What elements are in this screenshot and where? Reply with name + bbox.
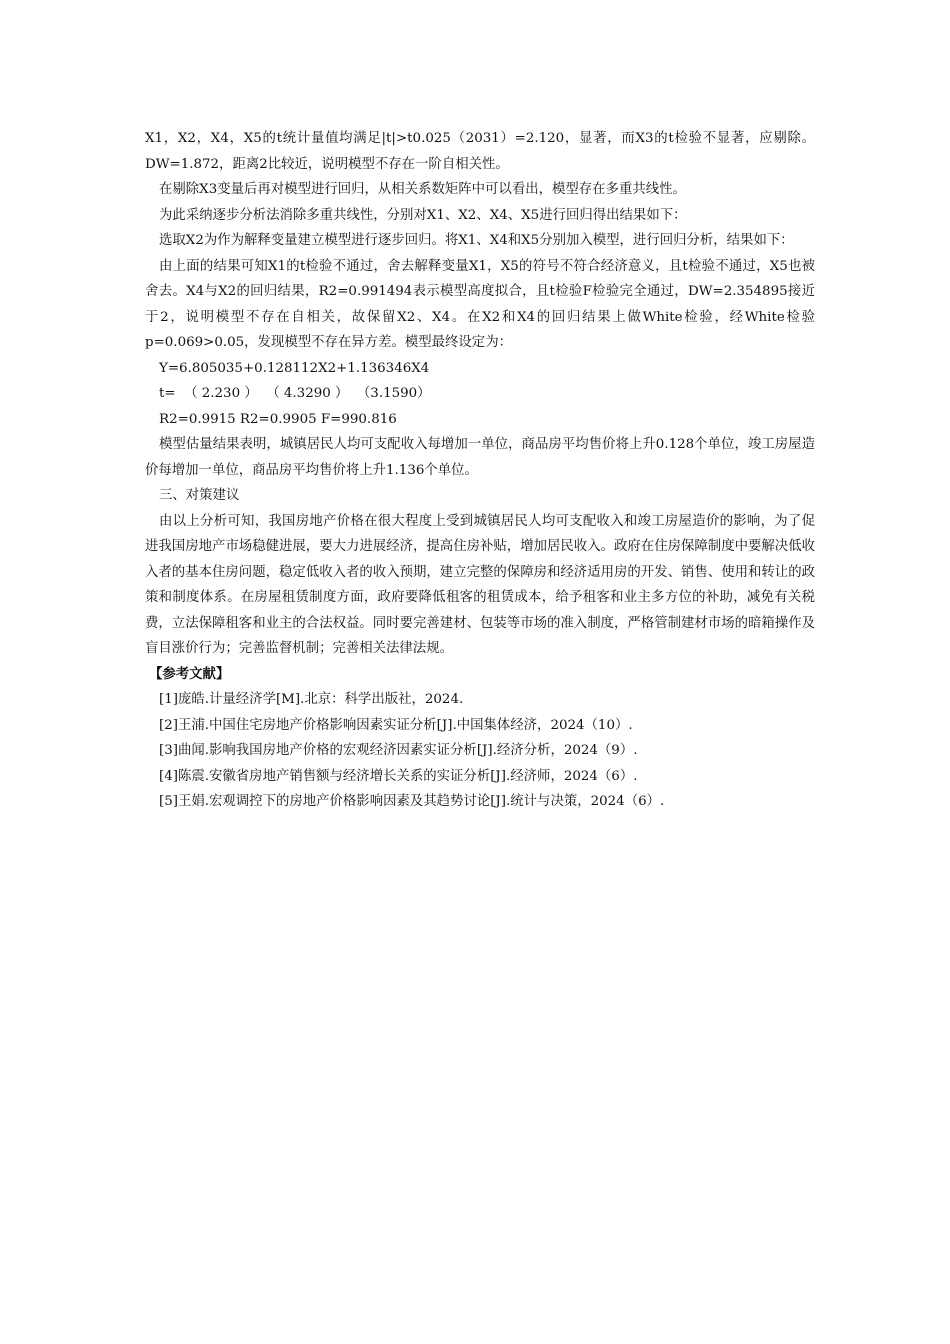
paragraph-policy-suggestions: 由以上分析可知，我国房地产价格在很大程度上受到城镇居民人均可支配收入和竣工房屋造价的影响，为了促进我国房地产市场稳健进展，要大力进展经济，提高住房补贴，增加居民收入。政府在住房保障制度中要解决低收入者的基本住房问题，稳定低收入者的收入预期，建立完整的保障房和经济适用房的开发、销售、使用和转让的政策和制度体系。在房屋租赁制度方面，政府要降低租客的租赁成本，给予租客和业主多方位的补助，减免有关税费，立法保障租客和业主的合法权益。同时要完善建材、包装等市场的准入制度，严格管制建材市场的暗箱操作及盲目涨价行为；完善监督机制；完善相关法律法规。	[145, 513, 815, 656]
equation-t-values: t= （ 2.230 ） （ 4.3290 ） （3.1590）	[159, 386, 431, 401]
document-body	[145, 126, 815, 815]
paragraph-model-interpretation: 模型估量结果表明，城镇居民人均可支配收入每增加一单位，商品房平均售价将上升0.128个单位，竣工房屋造价每增加一单位，商品房平均售价将上升1.136个单位。	[145, 437, 815, 478]
equation-statistics: R2=0.9915 R2=0.9905 F=990.816	[159, 411, 397, 427]
paragraph-regression-result: 由上面的结果可知X1的t检验不通过，舍去解释变量X1，X5的符号不符合经济意义，且t检验不通过，X5也被舍去。X4与X2的回归结果，R2=0.991494表示模型高度拟合，且t检验F检验完全通过，DW=2.354895接近于2，说明模型不存在自相关，故保留X2、X4。在X2和X4的回归结果上做White检验，经White检验p=0.069>0.05，发现模型不存在异方差。模型最终设定为：	[145, 258, 815, 350]
paragraph-select-x2: 选取X2为作为解释变量建立模型进行逐步回归。将X1、X4和X5分别加入模型，进行回归分析，结果如下：	[159, 233, 794, 248]
reference-item-5: [5]王娟.宏观调控下的房地产价格影响因素及其趋势讨论[J].统计与决策，2024（6）.	[159, 794, 665, 809]
paragraph-stepwise-method: 为此采纳逐步分析法消除多重共线性，分别对X1、X2、X4、X5进行回归得出结果如下：	[159, 207, 687, 223]
section-heading-suggestions: 三、对策建议	[159, 488, 240, 503]
paragraph-remove-x3: 在剔除X3变量后再对模型进行回归，从相关系数矩阵中可以看出，模型存在多重共线性。	[159, 182, 686, 197]
reference-item-2: [2]王浦.中国住宅房地产价格影响因素实证分析[J].中国集体经济，2024（10）.	[159, 717, 633, 733]
references-heading: 【参考文献】	[149, 665, 230, 682]
reference-item-3: [3]曲闻.影响我国房地产价格的宏观经济因素实证分析[J].经济分析，2024（9）.	[159, 743, 638, 758]
reference-item-1: [1]庞皓.计量经济学[M].北京：科学出版社，2024.	[159, 692, 464, 707]
reference-item-4: [4]陈震.安徽省房地产销售额与经济增长关系的实证分析[J].经济师，2024（6）.	[159, 768, 638, 784]
equation-model: Y=6.805035+0.128112X2+1.136346X4	[159, 360, 430, 376]
paragraph-t-test-result: X1，X2，X4，X5的t统计量值均满足|t|>t0.025（2031）=2.120，显著，而X3的t检验不显著，应剔除。DW=1.872，距离2比较近，说明模型不存在一阶自相关性。	[145, 131, 815, 172]
